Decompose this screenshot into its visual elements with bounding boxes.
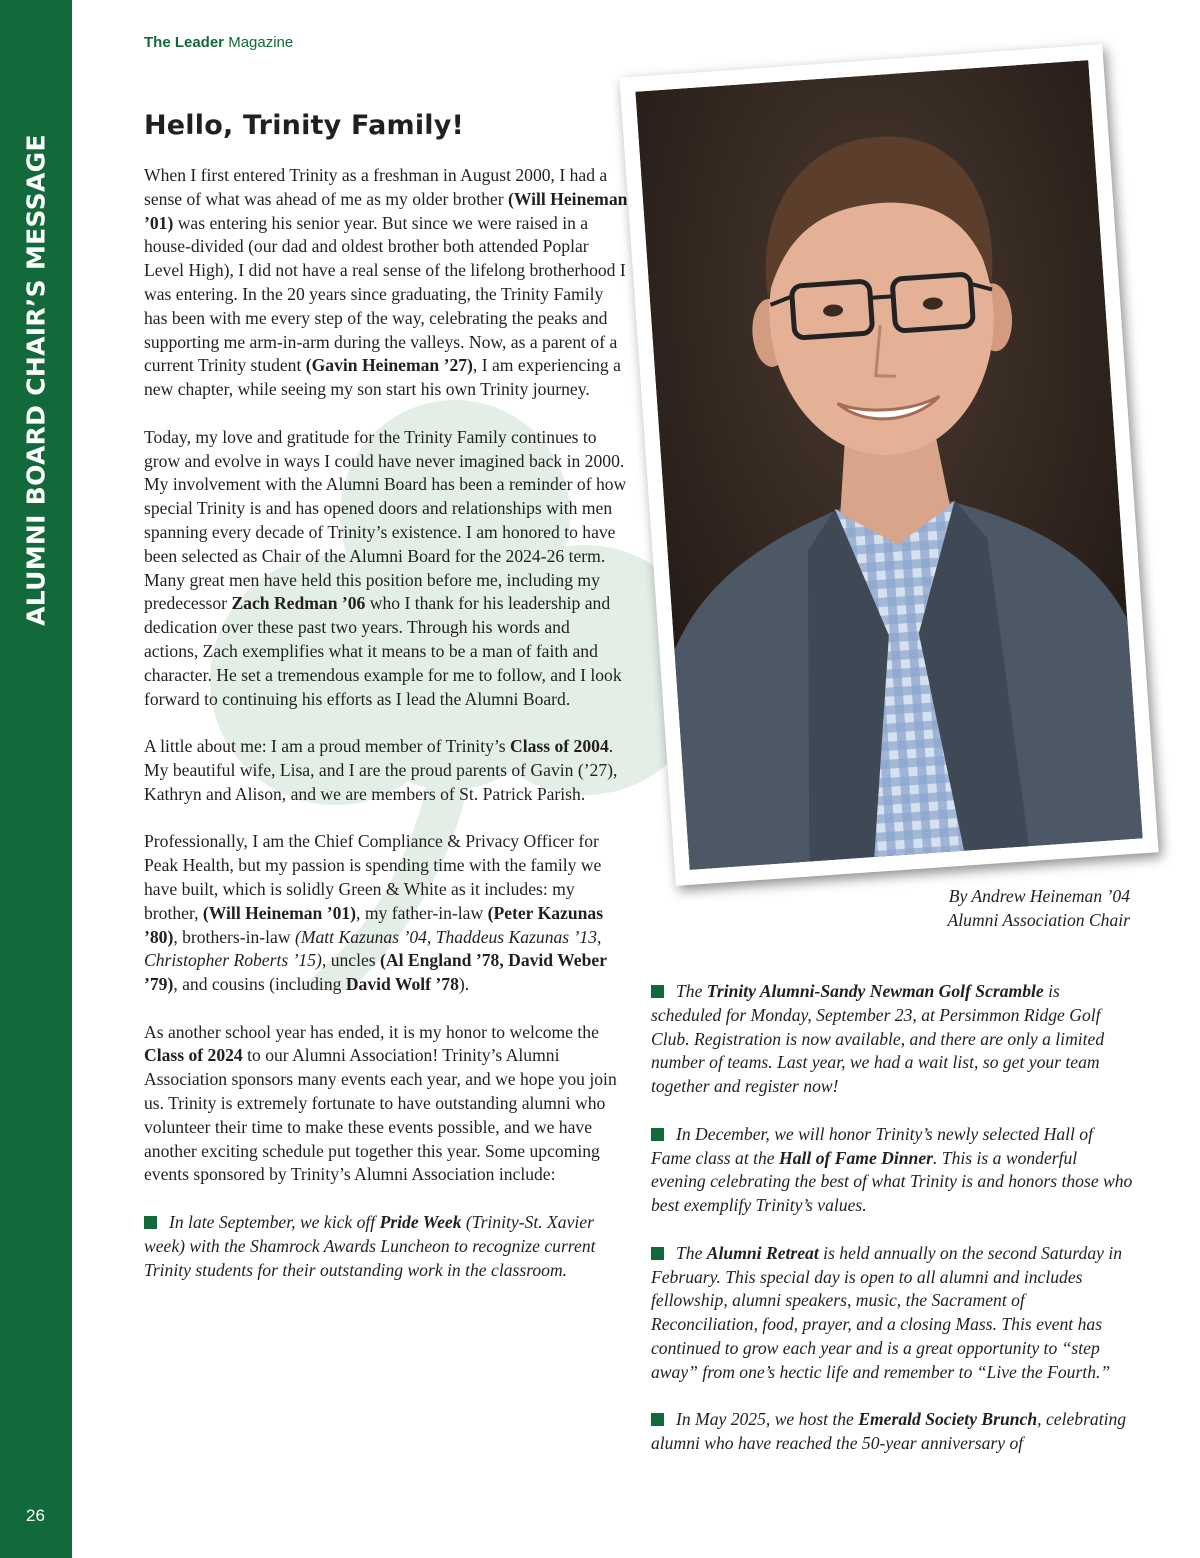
b2-bold-1: Trinity Alumni-Sandy Newman Golf Scramble [706,981,1044,1001]
paragraph-5 [144,1021,628,1188]
p5-text-1: As another school year has ended, it is my honor to welcome the [144,1021,599,1042]
paragraph-2 [144,426,628,712]
portrait-photo-frame [619,44,1158,886]
b4-bold-1: Alumni Retreat [706,1242,819,1263]
paragraph-1 [144,164,628,402]
p1-bold-1: (Will Heineman ’01) [144,188,628,233]
p1-text-2: was entering his senior year. But since we were raised in a house-divided (our dad and oldest brother both attended Poplar Level High), I did not have a real sense of the lifelong brotherhood I was entering. In the 20 years since graduating, the Trinity Family has been with me every step of the way, celebrating the peaks and supporting me arm-in-arm during the valleys. Now, as a parent of a current Trinity student [144,212,626,376]
article-left-column [144,164,628,1306]
bullet-square-icon [651,1128,664,1141]
p2-text-2: who I thank for his leadership and dedication over these past two years. Through his words and actions, Zach exemplifies what it means to be a man of faith and character. He set a tremendous example for me to follow, and I look forward to continuing his efforts as I lead the Alumni Board. [144,593,622,709]
p1-bold-2: (Gavin Heineman ’27) [305,355,473,376]
p4-bold-3: (Al England ’78, David Weber ’79) [144,950,607,995]
b5-text-2: , celebrating alumni who have reached the 50-year anniversary of [651,1409,1127,1454]
p4-text-1: Professionally, I am the Chief Compliance & Privacy Officer for Peak Health, but my passion is spending time with the family we have built, which is solidly Green & White as it includes: my brother, [144,831,602,923]
masthead [144,34,293,51]
p2-bold-1: Zach Redman ’06 [231,593,366,614]
bullet-square-icon [651,1413,664,1426]
event-bullet-hall-of-fame [651,1123,1133,1218]
p4-text-3: , brothers-in-law [173,926,295,947]
section-title: ALUMNI BOARD CHAIR’S MESSAGE [21,134,51,626]
byline [860,884,1130,932]
b2-text-2: is scheduled for Monday, September 23, at Persimmon Ridge Golf Club. Registration is now available, and there are only a limited number of teams. Last year, we had a wait list, so get your team together and register now! [651,981,1105,1097]
event-bullet-golf-scramble [651,980,1133,1099]
p5-text-2: to our Alumni Association! Trinity’s Alumni Association sponsors many events each year, and we hope you join us. Trinity is extremely fortunate to have outstanding alumni who volunteer their time to make these events possible, and we have another exciting schedule put together this year. Some upcoming events sponsored by Trinity’s Alumni Association include: [144,1045,617,1185]
bullet-square-icon [144,1216,157,1229]
article-right-column [651,980,1133,1480]
event-bullet-alumni-retreat [651,1242,1133,1385]
p3-text-2: . My beautiful wife, Lisa, and I are the proud parents of Gavin (’27), Kathryn and Alison, and we are members of St. Patrick Parish. [144,736,618,804]
article-headline: Hello, Trinity Family! [144,110,465,141]
b4-text-2: is held annually on the second Saturday in February. This special day is open to all alumni and includes fellowship, alumni speakers, music, the Sacrament of Reconciliation, food, prayer, and a closing Mass. This event has continued to grow each year and is a great opportunity to “step away” from one’s hectic life and remember to “Live the Fourth.” [651,1242,1123,1382]
byline-title: Alumni Association Chair [947,910,1130,930]
b5-bold-1: Emerald Society Brunch [858,1409,1038,1430]
p4-italic-1: (Matt Kazunas ’04, Thaddeus Kazunas ’13, Christopher Roberts ’15) [144,926,602,971]
event-bullet-pride-week [144,1211,628,1282]
b5-text-1: In May 2025, we host the [676,1409,859,1430]
b1-bold-1: Pride Week [379,1212,462,1233]
p3-text-1: A little about me: I am a proud member of Trinity’s [144,736,511,757]
p4-bold-4: David Wolf ’78 [345,974,459,995]
masthead-brand: The Leader [144,34,225,51]
p3-bold-1: Class of 2004 [510,736,609,757]
b1-text-2: (Trinity-St. Xavier week) with the Shamrock Awards Luncheon to recognize current Trinity students for their outstanding work in the classroom. [144,1212,596,1280]
page-number: 26 [26,1506,45,1525]
byline-author: By Andrew Heineman ’04 [948,886,1130,906]
b3-text-2: . This is a wonderful evening celebrating the best of what Trinity is and honors those who best exemplify Trinity’s values. [651,1147,1133,1216]
p1-text-3: , I am experiencing a new chapter, while seeing my son start his own Trinity journey. [144,355,621,400]
p5-bold-1: Class of 2024 [144,1045,243,1066]
p4-bold-2: (Peter Kazunas ’80) [144,902,604,947]
paragraph-3 [144,735,628,806]
bullet-square-icon [651,1247,664,1260]
paragraph-4 [144,830,628,997]
b2-text-1: The [676,981,707,1001]
p4-text-5: , and cousins (including [173,974,346,995]
p1-text-1: When I first entered Trinity as a freshman in August 2000, I had a sense of what was ahead of me as my older brother [144,165,608,209]
event-bullet-emerald-brunch [651,1408,1133,1456]
portrait-photo [635,60,1142,870]
sidebar-band [0,0,72,1558]
p4-text-4: , uncles [321,950,381,971]
p4-text-2: , my father-in-law [356,902,488,923]
bullet-square-icon [651,985,664,998]
b3-bold-1: Hall of Fame Dinner [779,1147,933,1168]
p4-bold-1: (Will Heineman ’01) [202,902,357,923]
p2-text-1: Today, my love and gratitude for the Trinity Family continues to grow and evolve in ways I could have never imagined back in 2000. My involvement with the Alumni Board has been a reminder of how special Trinity is and has opened doors and relationships with men spanning every decade of Trinity’s existence. I am honored to have been selected as Chair of the Alumni Board for the 2024-26 term. Many great men have held this position before me, including my predecessor [144,426,627,614]
b3-text-1: In December, we will honor Trinity’s newly selected Hall of Fame class at the [651,1123,1093,1168]
b1-text-1: In late September, we kick off [169,1212,380,1233]
p4-text-6: ). [458,974,470,995]
b4-text-1: The [676,1242,707,1263]
masthead-suffix: Magazine [228,34,294,51]
